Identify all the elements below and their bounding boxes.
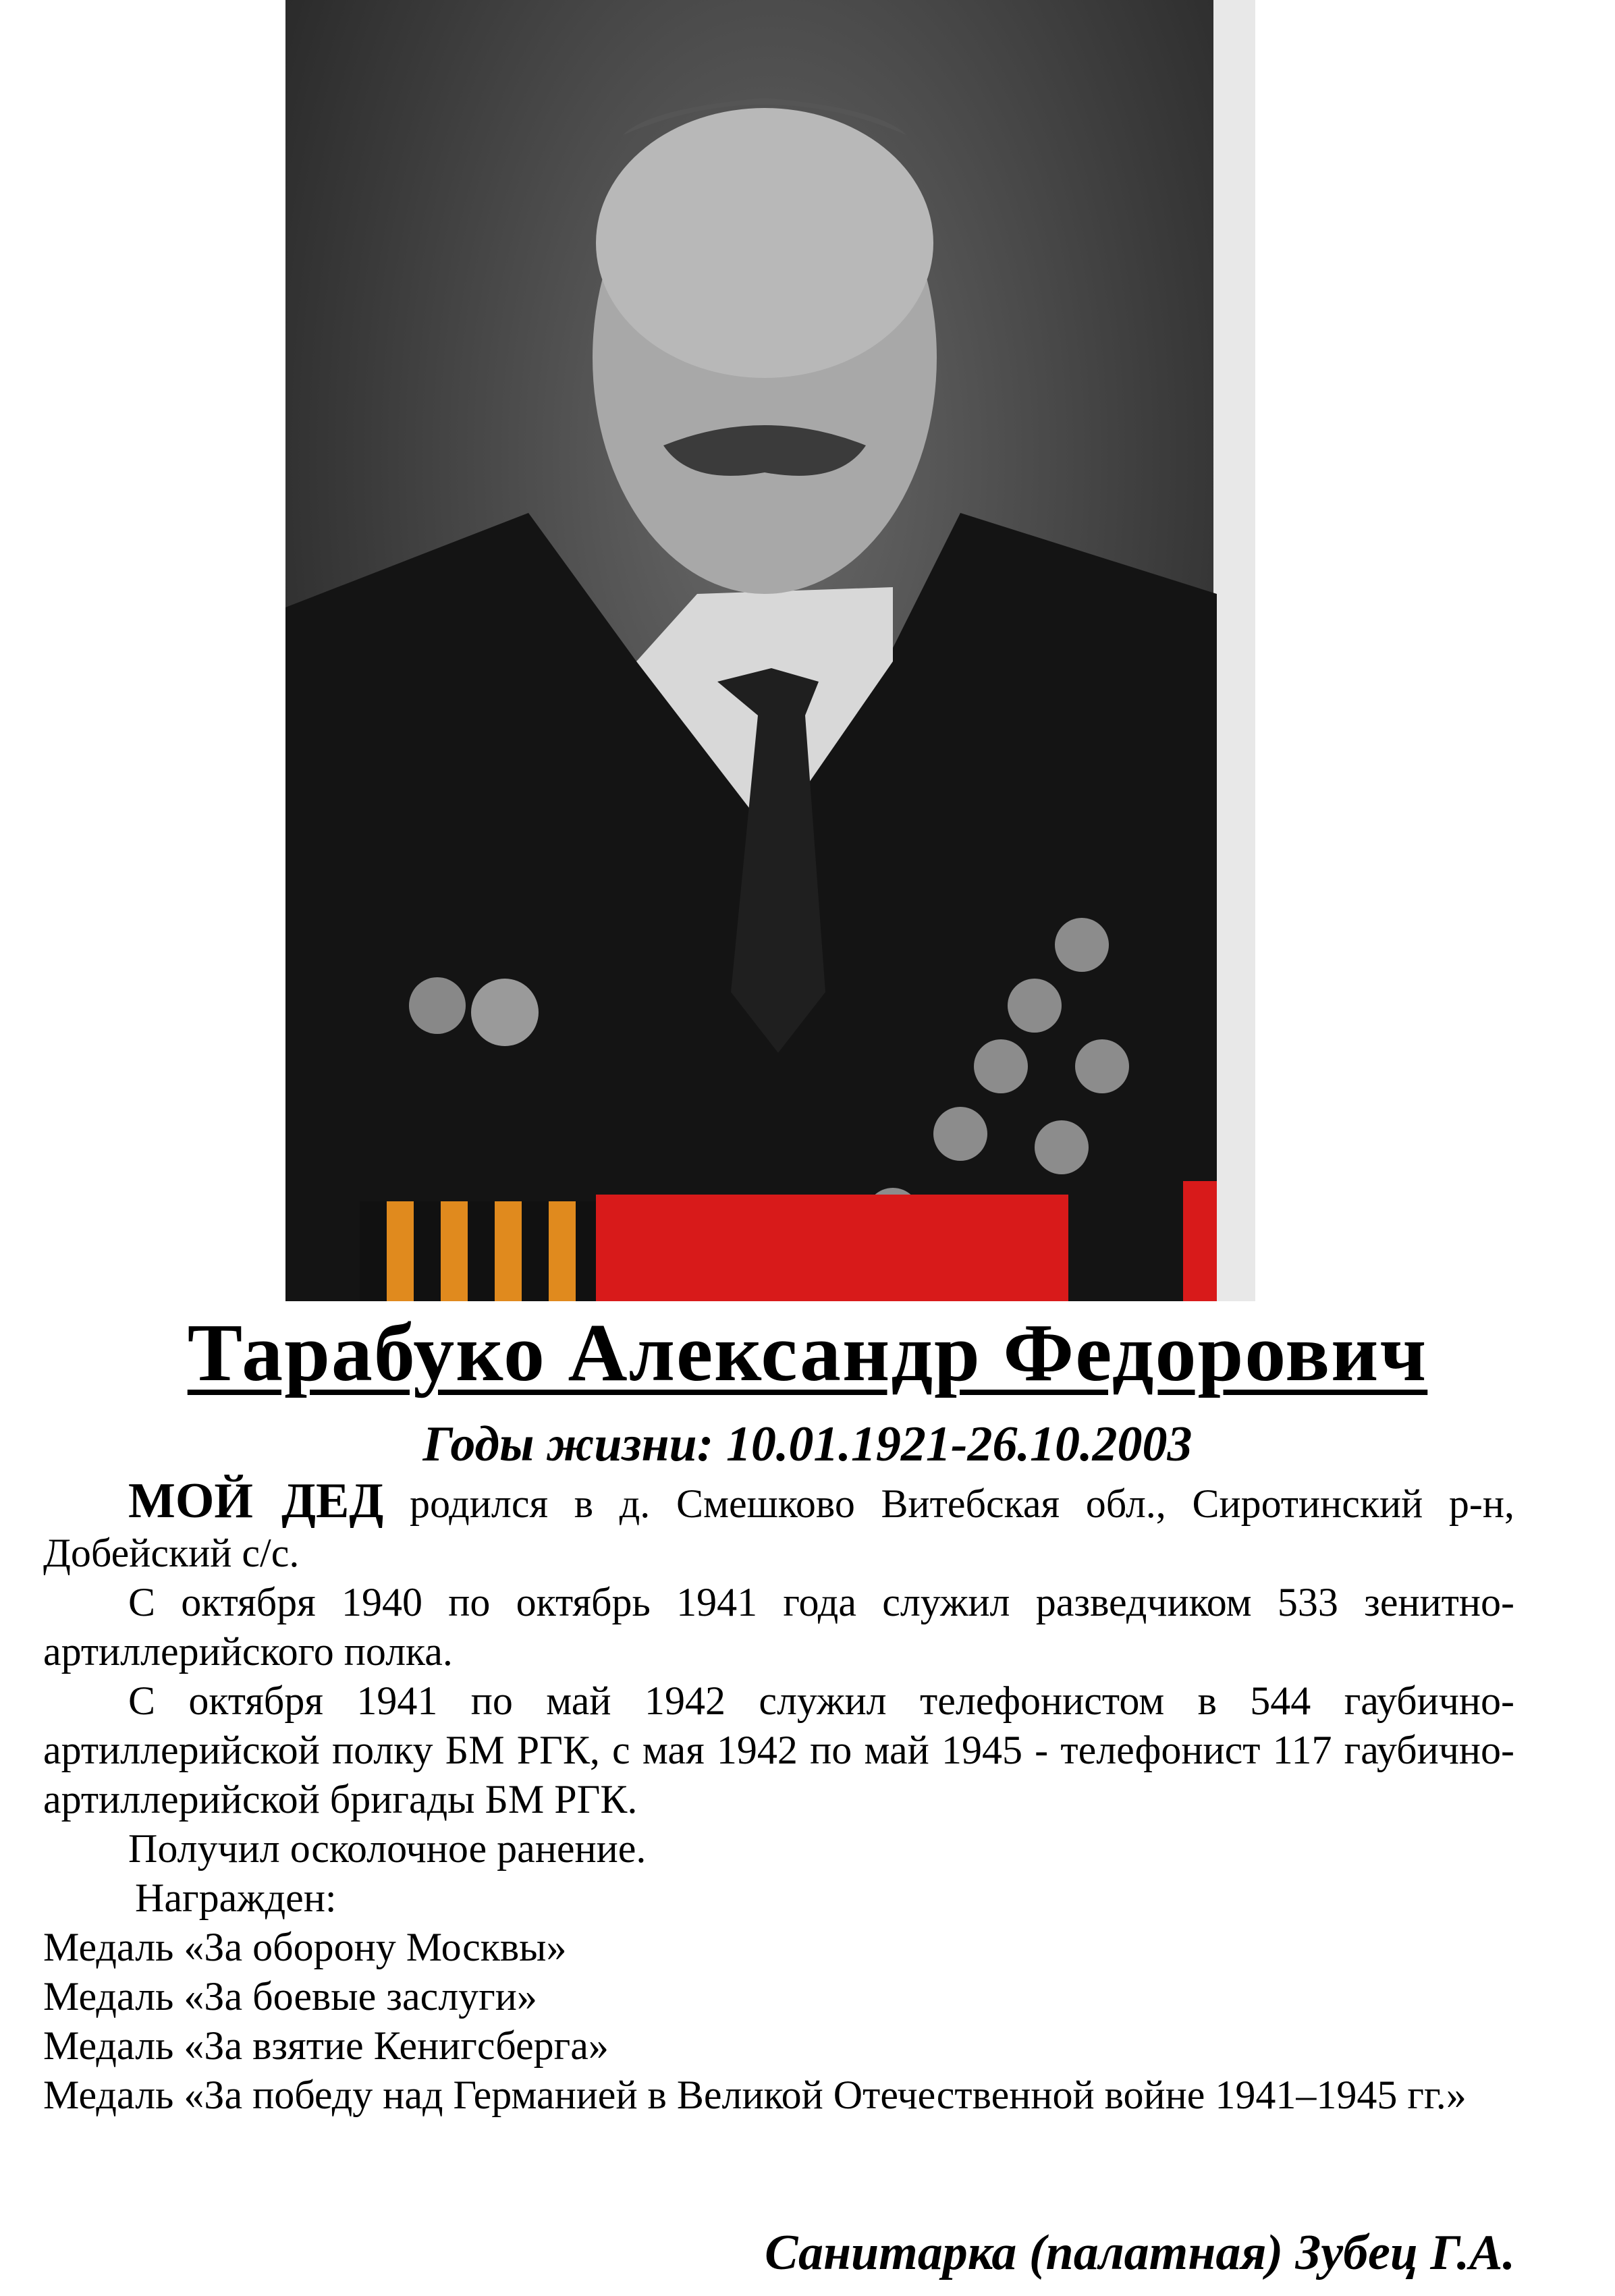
life-years: Годы жизни: 10.01.1921-26.10.2003 xyxy=(422,1417,1193,1472)
person-name: Тарабуко Александр Федорович xyxy=(187,1307,1428,1398)
author-signature: Санитарка (палатная) Зубец Г.А. xyxy=(765,2225,1515,2280)
award-item: Медаль «За победу над Германией в Великой Отечественной войне 1941–1945 гг.» xyxy=(43,2073,1467,2117)
award-item: Медаль «За боевые заслуги» xyxy=(43,1974,537,2019)
award-item: Медаль «За взятие Кенигсберга» xyxy=(43,2023,609,2068)
portrait-photo xyxy=(285,0,1255,1301)
awards-label: Награжден: xyxy=(135,1876,337,1920)
portrait-illustration xyxy=(285,0,1255,1301)
bio-lead: МОЙ ДЕД xyxy=(128,1473,384,1529)
bio-paragraph-wound: Получил осколочное ранение. xyxy=(128,1826,647,1871)
award-item: Медаль «За оборону Москвы» xyxy=(43,1925,567,1969)
bio-paragraph-service-2: С октября 1941 по май 1942 служил телефонистом в 544 гаубично-артиллерийской полку БМ РГК, с мая 1942 по май 1945 - телефонист 117 гаубично-артиллерийской бригады БМ РГК. xyxy=(43,1678,1514,1822)
biography xyxy=(43,1473,1514,2120)
bio-paragraph-birth: МОЙ ДЕД родился в д. Смешково Витебская обл., Сиротинский р-н, Добейский с/с. xyxy=(43,1473,1514,1575)
bio-paragraph-service-1: С октября 1940 по октябрь 1941 года служил разведчиком 533 зенитно-артиллерийского полка. xyxy=(43,1580,1514,1674)
